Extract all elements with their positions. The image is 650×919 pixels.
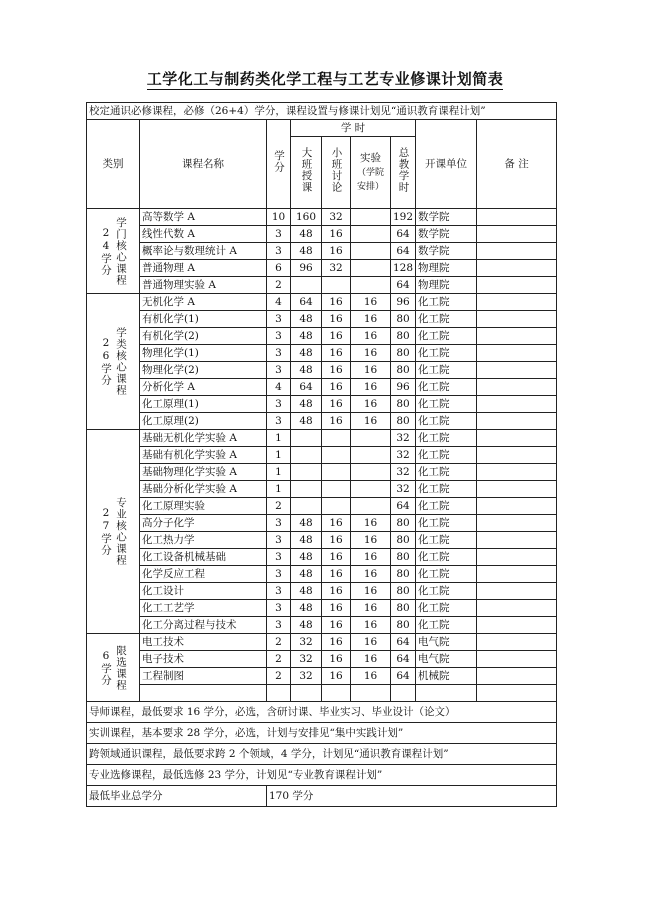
total-hours: 96 — [391, 294, 416, 311]
big-class-hours: 160 — [291, 209, 322, 226]
department: 物理院 — [416, 277, 477, 294]
department: 物理院 — [416, 260, 477, 277]
total-credits-label: 最低毕业总学分 — [87, 786, 267, 807]
category-credits: 27学分 — [100, 507, 112, 556]
remark-cell — [477, 549, 557, 566]
lab-hours: 16 — [351, 651, 391, 668]
course-name: 化工分离过程与技术 — [140, 617, 267, 634]
big-class-hours: 48 — [291, 515, 322, 532]
total-hours: 80 — [391, 566, 416, 583]
course-name: 物理化学(2) — [140, 362, 267, 379]
lab-hours: 16 — [351, 413, 391, 430]
course-name: 基础有机化学实验 A — [140, 447, 267, 464]
footer-note-row — [87, 723, 557, 744]
credit-value: 10 — [267, 209, 291, 226]
credit-value: 3 — [267, 532, 291, 549]
department: 化工院 — [416, 379, 477, 396]
remark-cell — [477, 515, 557, 532]
credit-value: 3 — [267, 345, 291, 362]
credit-value: 3 — [267, 396, 291, 413]
credit-value: 3 — [267, 311, 291, 328]
big-class-hours: 32 — [291, 634, 322, 651]
department: 化工院 — [416, 617, 477, 634]
lab-hours: 16 — [351, 379, 391, 396]
credit-value: 3 — [267, 515, 291, 532]
footer-note: 导师课程，最低要求 16 学分，必选，含研讨课、毕业实习、毕业设计（论文） — [87, 702, 557, 723]
lab-hours: 16 — [351, 396, 391, 413]
course-name: 普通物理实验 A — [140, 277, 267, 294]
small-class-hours: 16 — [322, 226, 351, 243]
department: 化工院 — [416, 566, 477, 583]
course-name: 电子技术 — [140, 651, 267, 668]
big-class-hours: 32 — [291, 668, 322, 685]
course-row — [87, 668, 557, 685]
course-row — [87, 345, 557, 362]
small-class-hours: 32 — [322, 260, 351, 277]
category-name: 专业核心课程 — [115, 497, 127, 566]
department: 化工院 — [416, 498, 477, 515]
remark-cell — [477, 209, 557, 226]
course-name: 化工工艺学 — [140, 600, 267, 617]
lab-hours: 16 — [351, 311, 391, 328]
course-name: 基础物理化学实验 A — [140, 464, 267, 481]
footer-note-row — [87, 702, 557, 723]
credit-value: 4 — [267, 294, 291, 311]
big-class-hours — [291, 430, 322, 447]
big-class-hours: 48 — [291, 532, 322, 549]
total-hours: 80 — [391, 583, 416, 600]
big-class-hours: 64 — [291, 379, 322, 396]
course-name: 高等数学 A — [140, 209, 267, 226]
credit-value: 3 — [267, 413, 291, 430]
total-hours: 64 — [391, 668, 416, 685]
total-hours: 64 — [391, 651, 416, 668]
remark-cell — [477, 430, 557, 447]
header-remark: 备 注 — [477, 120, 557, 209]
credit-value: 1 — [267, 481, 291, 498]
big-class-hours: 48 — [291, 413, 322, 430]
small-class-hours: 16 — [322, 617, 351, 634]
total-hours: 32 — [391, 464, 416, 481]
lab-hours: 16 — [351, 668, 391, 685]
lab-hours: 16 — [351, 549, 391, 566]
credit-value: 2 — [267, 668, 291, 685]
big-class-hours: 48 — [291, 243, 322, 260]
big-class-hours: 48 — [291, 549, 322, 566]
total-credits-value: 170 学分 — [267, 786, 557, 807]
course-row — [87, 651, 557, 668]
course-row — [87, 362, 557, 379]
remark-cell — [477, 498, 557, 515]
course-row — [87, 447, 557, 464]
small-class-hours: 16 — [322, 345, 351, 362]
small-class-hours: 16 — [322, 651, 351, 668]
department: 化工院 — [416, 549, 477, 566]
category-credits: 6学分 — [100, 649, 112, 686]
big-class-hours: 32 — [291, 651, 322, 668]
total-hours: 80 — [391, 328, 416, 345]
lab-hours — [351, 430, 391, 447]
big-class-hours: 48 — [291, 345, 322, 362]
big-class-hours: 48 — [291, 362, 322, 379]
big-class-hours: 96 — [291, 260, 322, 277]
total-hours: 80 — [391, 600, 416, 617]
department: 化工院 — [416, 328, 477, 345]
course-name: 有机化学(2) — [140, 328, 267, 345]
big-class-hours: 48 — [291, 396, 322, 413]
credit-value: 2 — [267, 634, 291, 651]
remark-cell — [477, 634, 557, 651]
footer-note: 专业选修课程，最低选修 23 学分，计划见“专业教育课程计划” — [87, 765, 557, 786]
course-row — [87, 260, 557, 277]
category-cell — [87, 209, 140, 294]
credit-value: 3 — [267, 226, 291, 243]
lab-hours — [351, 481, 391, 498]
total-hours: 64 — [391, 634, 416, 651]
remark-cell — [477, 600, 557, 617]
footer-note: 跨领域通识课程，最低要求跨 2 个领域，4 学分，计划见“通识教育课程计划” — [87, 744, 557, 765]
remark-cell — [477, 447, 557, 464]
course-name: 化工设备机械基础 — [140, 549, 267, 566]
remark-cell — [477, 345, 557, 362]
big-class-hours: 48 — [291, 617, 322, 634]
total-hours — [391, 685, 416, 702]
credit-value — [267, 685, 291, 702]
credit-value: 2 — [267, 651, 291, 668]
credit-value: 1 — [267, 464, 291, 481]
total-hours: 80 — [391, 515, 416, 532]
course-name: 工程制图 — [140, 668, 267, 685]
small-class-hours: 16 — [322, 549, 351, 566]
credit-value: 2 — [267, 277, 291, 294]
small-class-hours: 16 — [322, 243, 351, 260]
total-hours: 32 — [391, 447, 416, 464]
department: 电气院 — [416, 651, 477, 668]
course-name — [140, 685, 267, 702]
category-cell — [87, 430, 140, 634]
small-class-hours — [322, 685, 351, 702]
small-class-hours — [322, 481, 351, 498]
department: 化工院 — [416, 430, 477, 447]
lab-hours: 16 — [351, 328, 391, 345]
big-class-hours — [291, 447, 322, 464]
total-hours: 128 — [391, 260, 416, 277]
category-name: 学门核心课程 — [115, 216, 127, 286]
lab-hours: 16 — [351, 294, 391, 311]
total-credits-row — [87, 786, 557, 807]
big-class-hours — [291, 481, 322, 498]
small-class-hours: 16 — [322, 294, 351, 311]
small-class-hours: 16 — [322, 413, 351, 430]
total-hours: 64 — [391, 243, 416, 260]
total-hours: 80 — [391, 549, 416, 566]
header-credits: 学分 — [267, 120, 291, 209]
big-class-hours — [291, 277, 322, 294]
small-class-hours: 16 — [322, 583, 351, 600]
credit-value: 3 — [267, 549, 291, 566]
department: 化工院 — [416, 481, 477, 498]
course-row — [87, 243, 557, 260]
department: 化工院 — [416, 532, 477, 549]
small-class-hours — [322, 277, 351, 294]
course-row — [87, 515, 557, 532]
lab-hours — [351, 447, 391, 464]
credit-value: 4 — [267, 379, 291, 396]
big-class-hours — [291, 685, 322, 702]
course-name: 物理化学(1) — [140, 345, 267, 362]
course-row — [87, 498, 557, 515]
course-row — [87, 549, 557, 566]
credit-value: 3 — [267, 566, 291, 583]
lab-hours — [351, 685, 391, 702]
remark-cell — [477, 566, 557, 583]
course-row — [87, 379, 557, 396]
small-class-hours: 16 — [322, 328, 351, 345]
course-name: 分析化学 A — [140, 379, 267, 396]
course-row — [87, 532, 557, 549]
course-name: 普通物理 A — [140, 260, 267, 277]
remark-cell — [477, 311, 557, 328]
category-name: 学类核心课程 — [115, 327, 127, 396]
course-row — [87, 311, 557, 328]
department: 数学院 — [416, 243, 477, 260]
header-hours: 学 时 — [291, 120, 416, 137]
small-class-hours: 16 — [322, 362, 351, 379]
total-hours: 80 — [391, 396, 416, 413]
department: 化工院 — [416, 600, 477, 617]
footer-note-row — [87, 744, 557, 765]
curriculum-table — [86, 102, 557, 807]
remark-cell — [477, 260, 557, 277]
category-cell — [87, 634, 140, 702]
lab-hours: 16 — [351, 532, 391, 549]
lab-hours — [351, 209, 391, 226]
remark-cell — [477, 396, 557, 413]
small-class-hours — [322, 430, 351, 447]
remark-cell — [477, 583, 557, 600]
course-name: 化工原理(2) — [140, 413, 267, 430]
big-class-hours: 64 — [291, 294, 322, 311]
header-row-1 — [87, 120, 557, 137]
big-class-hours: 48 — [291, 311, 322, 328]
page-title: 工学化工与制药类化学工程与工艺专业修课计划简表 — [146, 70, 504, 88]
big-class-hours: 48 — [291, 328, 322, 345]
small-class-hours: 16 — [322, 379, 351, 396]
remark-cell — [477, 294, 557, 311]
course-name: 高分子化学 — [140, 515, 267, 532]
total-hours: 80 — [391, 345, 416, 362]
remark-cell — [477, 226, 557, 243]
department: 化工院 — [416, 464, 477, 481]
course-row — [87, 226, 557, 243]
department: 化工院 — [416, 345, 477, 362]
lab-hours: 16 — [351, 515, 391, 532]
course-row — [87, 413, 557, 430]
top-note-row — [87, 103, 557, 120]
total-hours: 64 — [391, 277, 416, 294]
remark-cell — [477, 685, 557, 702]
lab-hours — [351, 243, 391, 260]
credit-value: 1 — [267, 430, 291, 447]
small-class-hours: 16 — [322, 600, 351, 617]
course-row — [87, 277, 557, 294]
department: 化工院 — [416, 311, 477, 328]
total-hours: 32 — [391, 481, 416, 498]
lab-hours: 16 — [351, 566, 391, 583]
remark-cell — [477, 481, 557, 498]
total-hours: 80 — [391, 362, 416, 379]
total-hours: 32 — [391, 430, 416, 447]
small-class-hours: 32 — [322, 209, 351, 226]
category-credits: 26学分 — [100, 337, 112, 386]
remark-cell — [477, 668, 557, 685]
course-row — [87, 209, 557, 226]
department: 化工院 — [416, 515, 477, 532]
course-row — [87, 566, 557, 583]
top-note: 校定通识必修课程，必修（26+4）学分，课程设置与修课计划见“通识教育课程计划” — [87, 103, 557, 120]
remark-cell — [477, 617, 557, 634]
small-class-hours — [322, 498, 351, 515]
course-row — [87, 481, 557, 498]
course-name: 化工原理(1) — [140, 396, 267, 413]
small-class-hours: 16 — [322, 532, 351, 549]
small-class-hours — [322, 464, 351, 481]
department: 数学院 — [416, 209, 477, 226]
lab-hours: 16 — [351, 362, 391, 379]
total-hours: 64 — [391, 226, 416, 243]
lab-hours — [351, 498, 391, 515]
course-name: 化工设计 — [140, 583, 267, 600]
course-row — [87, 294, 557, 311]
big-class-hours: 48 — [291, 583, 322, 600]
remark-cell — [477, 464, 557, 481]
small-class-hours: 16 — [322, 566, 351, 583]
remark-cell — [477, 328, 557, 345]
course-name: 电工技术 — [140, 634, 267, 651]
header-course: 课程名称 — [140, 120, 267, 209]
small-class-hours: 16 — [322, 515, 351, 532]
lab-hours — [351, 464, 391, 481]
department: 化工院 — [416, 583, 477, 600]
credit-value: 3 — [267, 243, 291, 260]
credit-value: 3 — [267, 583, 291, 600]
credit-value: 3 — [267, 362, 291, 379]
department: 电气院 — [416, 634, 477, 651]
remark-cell — [477, 651, 557, 668]
category-name: 限选课程 — [115, 644, 127, 691]
remark-cell — [477, 243, 557, 260]
department: 化工院 — [416, 447, 477, 464]
course-name: 有机化学(1) — [140, 311, 267, 328]
header-total: 总教学时 — [391, 137, 416, 209]
department — [416, 685, 477, 702]
category-cell — [87, 294, 140, 430]
credit-value: 3 — [267, 328, 291, 345]
course-name: 基础分析化学实验 A — [140, 481, 267, 498]
course-row — [87, 634, 557, 651]
header-dept: 开课单位 — [416, 120, 477, 209]
credit-value: 3 — [267, 617, 291, 634]
course-row — [87, 328, 557, 345]
total-hours: 192 — [391, 209, 416, 226]
big-class-hours: 48 — [291, 566, 322, 583]
remark-cell — [477, 532, 557, 549]
department: 化工院 — [416, 413, 477, 430]
course-row — [87, 685, 557, 702]
course-row — [87, 396, 557, 413]
course-name: 概率论与数理统计 A — [140, 243, 267, 260]
credit-value: 2 — [267, 498, 291, 515]
total-hours: 80 — [391, 617, 416, 634]
footer-note: 实训课程，基本要求 28 学分，必选，计划与安排见“集中实践计划” — [87, 723, 557, 744]
course-name: 无机化学 A — [140, 294, 267, 311]
course-name: 化工原理实验 — [140, 498, 267, 515]
department: 数学院 — [416, 226, 477, 243]
credit-value: 3 — [267, 600, 291, 617]
credit-value: 6 — [267, 260, 291, 277]
course-row — [87, 430, 557, 447]
big-class-hours: 48 — [291, 600, 322, 617]
lab-hours — [351, 277, 391, 294]
header-big-class: 大班授课 — [291, 137, 322, 209]
course-row — [87, 464, 557, 481]
lab-hours — [351, 226, 391, 243]
course-row — [87, 600, 557, 617]
big-class-hours — [291, 464, 322, 481]
department: 化工院 — [416, 294, 477, 311]
total-hours: 80 — [391, 311, 416, 328]
total-hours: 80 — [391, 532, 416, 549]
total-hours: 64 — [391, 498, 416, 515]
department: 机械院 — [416, 668, 477, 685]
header-small-class: 小班讨论 — [322, 137, 351, 209]
small-class-hours: 16 — [322, 311, 351, 328]
lab-hours: 16 — [351, 634, 391, 651]
big-class-hours: 48 — [291, 226, 322, 243]
small-class-hours — [322, 447, 351, 464]
remark-cell — [477, 362, 557, 379]
lab-hours: 16 — [351, 583, 391, 600]
credit-value: 1 — [267, 447, 291, 464]
lab-hours: 16 — [351, 345, 391, 362]
course-name: 线性代数 A — [140, 226, 267, 243]
department: 化工院 — [416, 396, 477, 413]
department: 化工院 — [416, 362, 477, 379]
small-class-hours: 16 — [322, 668, 351, 685]
course-row — [87, 617, 557, 634]
small-class-hours: 16 — [322, 396, 351, 413]
small-class-hours: 16 — [322, 634, 351, 651]
remark-cell — [477, 413, 557, 430]
course-name: 化学反应工程 — [140, 566, 267, 583]
course-row — [87, 583, 557, 600]
lab-hours: 16 — [351, 600, 391, 617]
header-lab: 实验 （学院安排） — [351, 137, 391, 209]
lab-hours — [351, 260, 391, 277]
total-hours: 80 — [391, 413, 416, 430]
lab-hours: 16 — [351, 617, 391, 634]
footer-note-row — [87, 765, 557, 786]
header-category: 类别 — [87, 120, 140, 209]
course-name: 化工热力学 — [140, 532, 267, 549]
category-credits: 24学分 — [100, 226, 112, 276]
course-name: 基础无机化学实验 A — [140, 430, 267, 447]
big-class-hours — [291, 498, 322, 515]
remark-cell — [477, 277, 557, 294]
remark-cell — [477, 379, 557, 396]
total-hours: 96 — [391, 379, 416, 396]
